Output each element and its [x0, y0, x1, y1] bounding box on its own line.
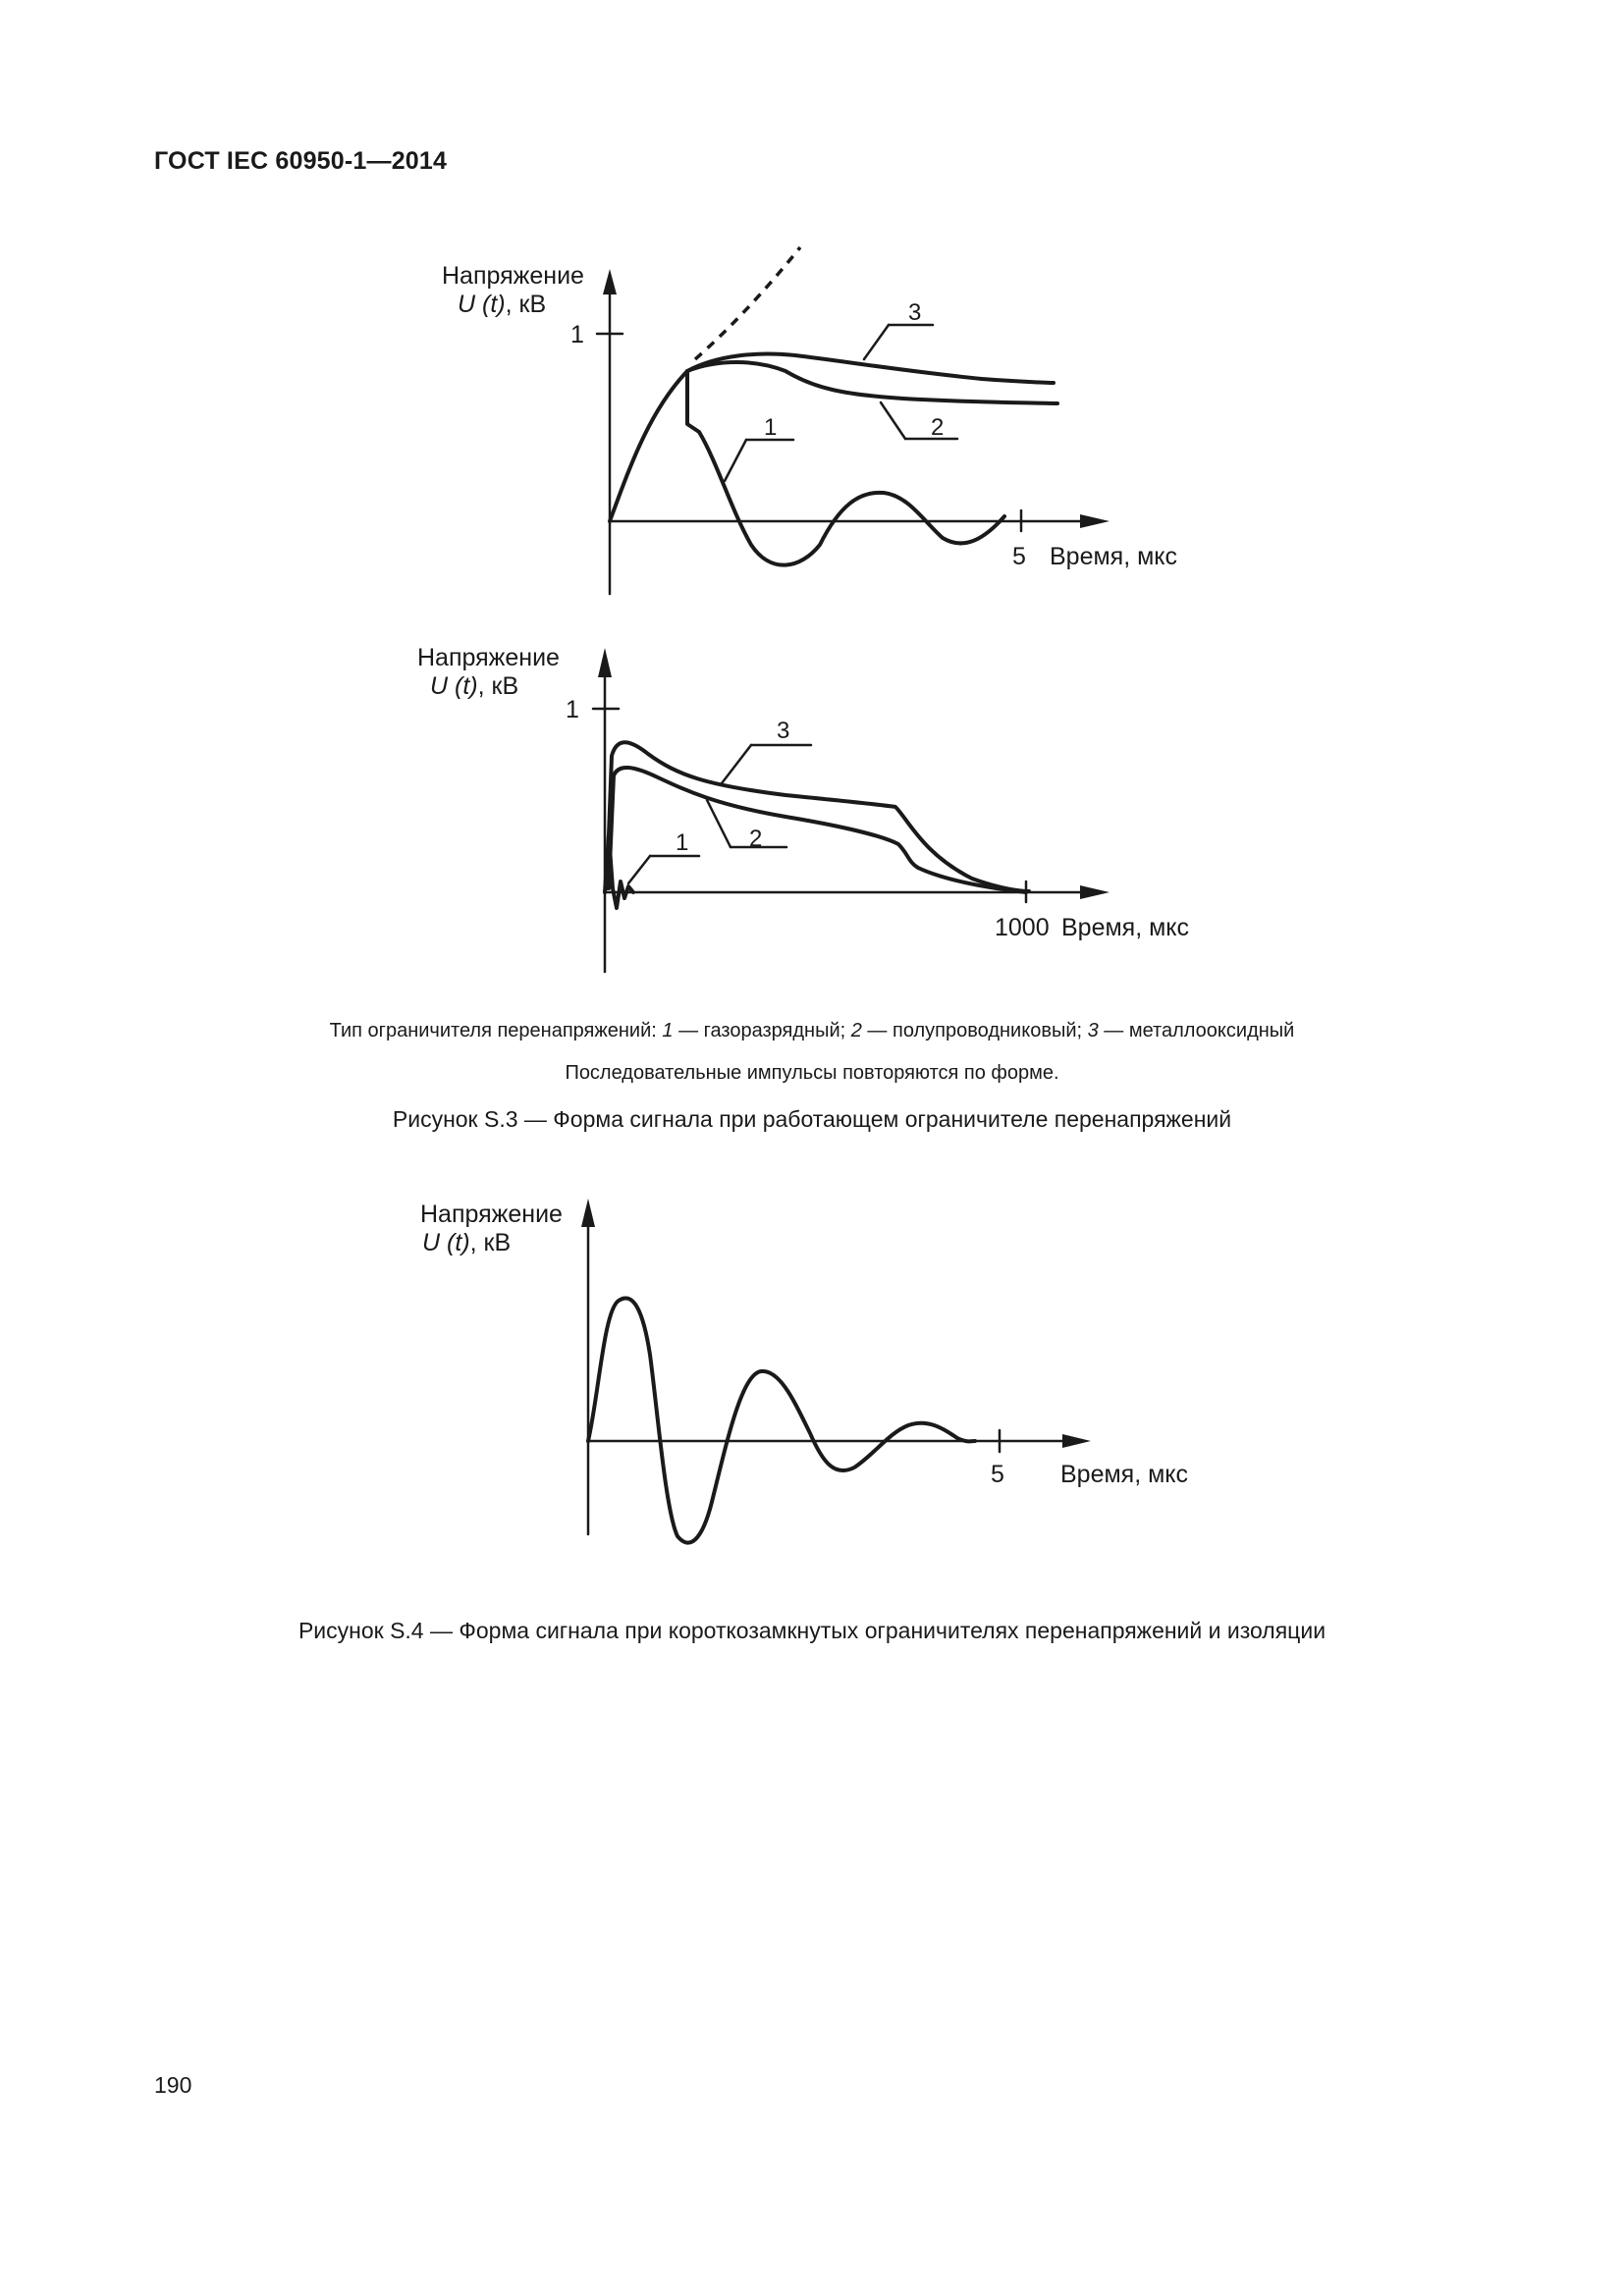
- top-ylabel-line2: [458, 291, 546, 318]
- s4-damped-oscillation: [588, 1298, 975, 1542]
- bottom-curve-3-label: 3: [777, 718, 790, 744]
- top-ylabel-unit: , кВ: [505, 291, 547, 318]
- legend-text-3: — металлооксидный: [1098, 1020, 1295, 1041]
- bottom-curve-3: [607, 742, 1029, 891]
- bottom-leader-2: [707, 800, 731, 847]
- legend-text-1: — газоразрядный;: [673, 1020, 851, 1041]
- bottom-ylabel-line2: [430, 672, 518, 700]
- s4-xtick-label: 5: [991, 1461, 1004, 1488]
- top-leader-2: [881, 402, 905, 439]
- bottom-x-arrowhead: [1080, 885, 1110, 899]
- bottom-leader-3: [722, 745, 751, 783]
- legend-num-3: 3: [1087, 1020, 1099, 1041]
- legend-prefix: Тип ограничителя перенапряжений:: [329, 1020, 663, 1041]
- s4-ylabel-u: U (t): [422, 1229, 470, 1256]
- figure-s4-caption: Рисунок S.4 — Форма сигнала при короткозамкнутых ограничителях перенапряжений и изоляции: [298, 1618, 1326, 1643]
- figure-s3-note: Последовательные импульсы повторяются по форме.: [565, 1062, 1059, 1084]
- top-ylabel-line1: Напряжение: [442, 262, 584, 290]
- bottom-leader-1: [628, 856, 650, 883]
- s4-ylabel-line2: [422, 1229, 511, 1256]
- bottom-ytick-label: 1: [566, 696, 579, 723]
- top-curve-1-label: 1: [764, 414, 778, 441]
- bottom-ylabel-line1: Напряжение: [417, 644, 560, 671]
- top-y-arrowhead: [603, 269, 617, 294]
- document-header: ГОСТ IEC 60950-1—2014: [154, 147, 448, 175]
- bottom-ylabel-u: U (t): [430, 672, 478, 700]
- bottom-curve-1-label: 1: [676, 829, 689, 856]
- top-leader-1: [725, 440, 746, 481]
- page-number: 190: [154, 2072, 192, 2098]
- bottom-xlabel: Время, мкс: [1061, 914, 1190, 941]
- bottom-xtick-label: 1000: [995, 914, 1050, 941]
- s4-ylabel-line1: Напряжение: [420, 1201, 563, 1228]
- top-ylabel-u: U (t): [458, 291, 506, 318]
- legend-num-2: 2: [850, 1020, 862, 1041]
- s4-x-arrowhead: [1062, 1434, 1091, 1448]
- figure-s4-chart: [420, 1199, 1188, 1543]
- top-leader-3: [864, 325, 889, 359]
- s4-xlabel: Время, мкс: [1060, 1461, 1189, 1488]
- figure-s3-bottom-chart: [417, 644, 1189, 972]
- top-curve-3-label: 3: [908, 299, 922, 326]
- legend-text-2: — полупроводниковый;: [861, 1020, 1088, 1041]
- top-unrestricted-curve: [695, 247, 800, 359]
- top-ytick-label: 1: [570, 321, 584, 348]
- bottom-ylabel-unit: , кВ: [477, 672, 519, 700]
- figure-s3-top-chart: [442, 247, 1177, 594]
- legend-num-1: 1: [662, 1020, 674, 1041]
- top-curve-2: [687, 362, 1057, 403]
- figure-s3-caption: Рисунок S.3 — Форма сигнала при работающем ограничителе перенапряжений: [392, 1106, 1232, 1132]
- figure-s3-legend: [0, 1020, 1624, 1042]
- s4-ylabel-unit: , кВ: [469, 1229, 512, 1256]
- bottom-curve-2-label: 2: [749, 826, 763, 852]
- top-curve-2-label: 2: [931, 414, 945, 441]
- top-xlabel: Время, мкс: [1050, 543, 1178, 570]
- top-x-arrowhead: [1080, 514, 1110, 528]
- top-xtick-label: 5: [1012, 543, 1026, 570]
- s4-y-arrowhead: [581, 1199, 595, 1227]
- top-curve-3: [610, 354, 1054, 521]
- bottom-y-arrowhead: [598, 648, 612, 677]
